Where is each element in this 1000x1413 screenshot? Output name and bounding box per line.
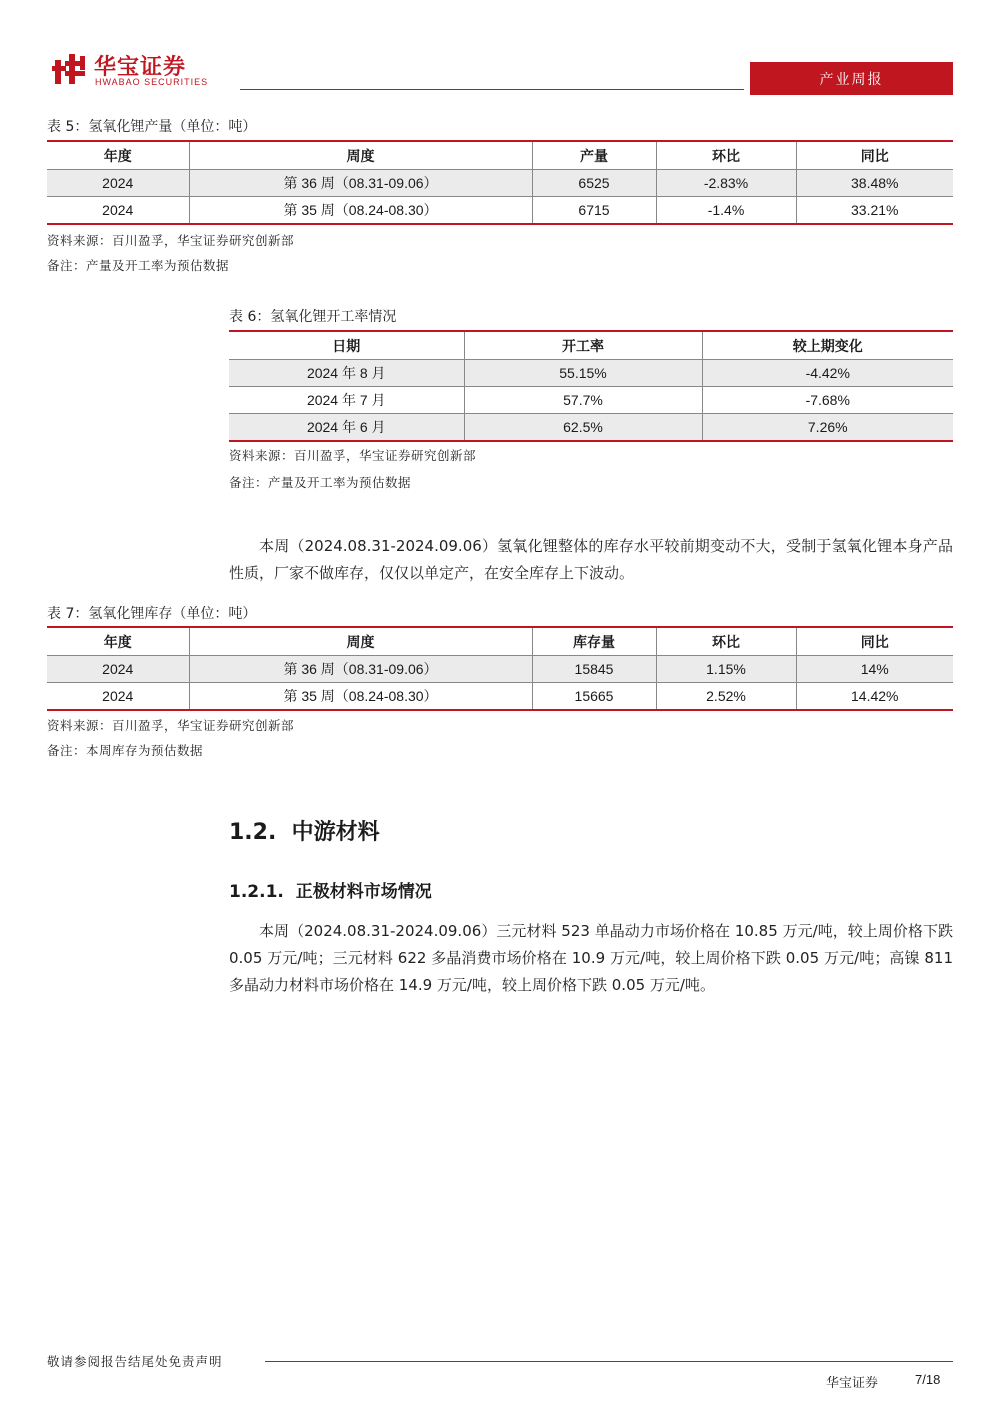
table-row <box>47 197 953 225</box>
table-cell: 15665 <box>532 683 656 711</box>
table7-header-cell: 年度 <box>47 627 189 656</box>
table-cell: 15845 <box>532 656 656 683</box>
table7-header-cell: 周度 <box>189 627 532 656</box>
table6-header-cell: 较上期变化 <box>702 331 953 360</box>
logo-mark-icon <box>52 52 88 86</box>
table5-header-cell: 同比 <box>796 141 953 170</box>
table6-note: 备注：产量及开工率为预估数据 <box>229 475 412 490</box>
table7-header-cell: 环比 <box>656 627 796 656</box>
subsection-title: 正极材料市场情况 <box>295 882 432 902</box>
table7-caption: 表 7：氢氧化锂库存（单位：吨） <box>47 606 257 622</box>
table7-header-cell: 同比 <box>796 627 953 656</box>
table-cell: 14.42% <box>796 683 953 711</box>
table-cell: 2.52% <box>656 683 796 711</box>
table7-source: 资料来源：百川盈孚，华宝证券研究创新部 <box>47 718 295 733</box>
table-cell: 14% <box>796 656 953 683</box>
table-row <box>47 170 953 197</box>
table5 <box>47 140 953 225</box>
header-rule <box>240 89 744 90</box>
subsection-heading <box>229 877 432 902</box>
table5-caption: 表 5：氢氧化锂产量（单位：吨） <box>47 119 257 135</box>
table-cell: 2024 <box>47 656 189 683</box>
logo-chinese-name: 华宝证券 <box>94 55 187 80</box>
table-cell: 2024 <box>47 683 189 711</box>
cathode-paragraph-text: 本周（2024.08.31-2024.09.06）三元材料 523 单晶动力市场价格在 10.85 万元/吨，较上周价格下跌 0.05 万元/吨；三元材料 622 多晶消费市场价格在 10.9 万元/吨，较上周价格下跌 0.05 万元/吨；高镍 811 多晶动力材料市场价格在 14.9 万元/吨，较上周价格下跌 0.05 万元/吨。 <box>229 922 953 994</box>
table-cell: 第 36 周（08.31-09.06） <box>189 656 532 683</box>
table-cell: 7.26% <box>702 414 953 442</box>
section-title: 中游材料 <box>291 820 380 845</box>
report-type-badge: 产业周报 <box>750 62 953 95</box>
table7-header-row <box>47 627 953 656</box>
table-cell: 第 35 周（08.24-08.30） <box>189 197 532 225</box>
table5-header-cell: 环比 <box>656 141 796 170</box>
table-cell: -2.83% <box>656 170 796 197</box>
table6-header-cell: 日期 <box>229 331 464 360</box>
table-row <box>229 360 953 387</box>
table7-header-cell: 库存量 <box>532 627 656 656</box>
table-cell: 2024 年 8 月 <box>229 360 464 387</box>
disclaimer-notice: 敬请参阅报告结尾处免责声明 <box>47 1354 223 1369</box>
inventory-paragraph <box>229 533 953 587</box>
table-row <box>229 414 953 442</box>
table5-header-cell: 产量 <box>532 141 656 170</box>
table-cell: 2024 <box>47 170 189 197</box>
table-cell: -4.42% <box>702 360 953 387</box>
table-cell: 38.48% <box>796 170 953 197</box>
table7-note: 备注：本周库存为预估数据 <box>47 743 204 758</box>
table6-caption: 表 6：氢氧化锂开工率情况 <box>229 309 397 325</box>
table-cell: 62.5% <box>464 414 702 442</box>
footer-rule <box>265 1361 953 1362</box>
page-number: 7/18 <box>915 1372 941 1387</box>
section-heading <box>229 815 380 846</box>
table6-header-cell: 开工率 <box>464 331 702 360</box>
table-cell: 6525 <box>532 170 656 197</box>
table5-header-cell: 周度 <box>189 141 532 170</box>
inventory-paragraph-text: 本周（2024.08.31-2024.09.06）氢氧化锂整体的库存水平较前期变动不大，受制于氢氧化锂本身产品性质，厂家不做库存，仅仅以单定产，在安全库存上下波动。 <box>229 537 953 582</box>
table7 <box>47 626 953 711</box>
table5-note: 备注：产量及开工率为预估数据 <box>47 258 230 273</box>
subsection-number: 1.2.1. <box>229 882 284 902</box>
table-cell: 55.15% <box>464 360 702 387</box>
table5-source: 资料来源：百川盈孚，华宝证券研究创新部 <box>47 233 295 248</box>
table-row <box>47 656 953 683</box>
table6 <box>229 330 953 442</box>
table-cell: 2024 年 6 月 <box>229 414 464 442</box>
table-cell: 第 36 周（08.31-09.06） <box>189 170 532 197</box>
table5-header-cell: 年度 <box>47 141 189 170</box>
section-number: 1.2. <box>229 820 277 845</box>
cathode-paragraph <box>229 918 953 999</box>
logo-english-name: HWABAO SECURITIES <box>95 77 209 87</box>
table-cell: 57.7% <box>464 387 702 414</box>
table-cell: 6715 <box>532 197 656 225</box>
table-cell: 2024 <box>47 197 189 225</box>
footer-company: 华宝证券 <box>826 1376 879 1391</box>
table-cell: 33.21% <box>796 197 953 225</box>
company-logo <box>52 50 232 90</box>
table-row <box>47 683 953 711</box>
table-cell: 2024 年 7 月 <box>229 387 464 414</box>
table6-header-row <box>229 331 953 360</box>
table5-header-row <box>47 141 953 170</box>
table-row <box>229 387 953 414</box>
table-cell: -1.4% <box>656 197 796 225</box>
table-cell: 第 35 周（08.24-08.30） <box>189 683 532 711</box>
table-cell: 1.15% <box>656 656 796 683</box>
table6-source: 资料来源：百川盈孚，华宝证券研究创新部 <box>229 448 477 463</box>
table-cell: -7.68% <box>702 387 953 414</box>
